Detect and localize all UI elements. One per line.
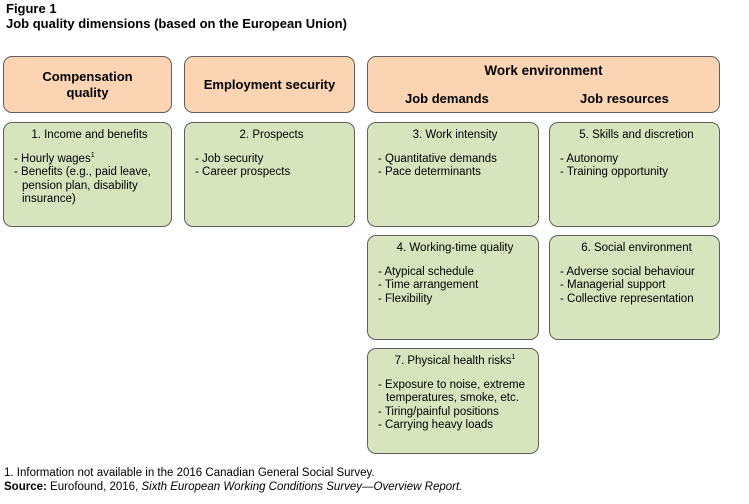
social-environment-box	[549, 235, 720, 340]
list-item: - Collective representation	[560, 292, 694, 305]
list-item: - Autonomy	[560, 152, 619, 165]
physical-health-risks-box	[367, 348, 539, 454]
list-item: - Flexibility	[378, 292, 433, 305]
list-item: - Exposure to noise, extreme temperatures, smoke, etc.	[378, 378, 526, 404]
work-environment-label: Work environment	[484, 63, 603, 78]
list-item: - Hourly wages$^1$	[14, 151, 95, 165]
list-item: - Job security	[195, 152, 264, 165]
list-item: - Quantitative demands	[378, 152, 497, 165]
skills-discretion-title: 5. Skills and discretion	[579, 129, 694, 141]
source-label: Source:	[4, 481, 47, 493]
job-demands-label: Job demands	[405, 91, 489, 106]
list-item: - Atypical schedule	[378, 265, 474, 278]
list-item: - Career prospects	[195, 166, 291, 178]
list-item: - Pace determinants	[378, 166, 481, 178]
skills-discretion-box	[549, 122, 720, 227]
social-environment-title: 6. Social environment	[581, 242, 692, 254]
job-resources-label: Job resources	[580, 91, 669, 106]
footnote: 1. Information not available in the 2016 Canadian General Social Survey.	[4, 467, 375, 479]
footnote-marker: 1	[90, 151, 95, 159]
employment-security-header	[184, 56, 355, 113]
physical-health-risks-title: 7. Physical health risks$^1$	[394, 354, 516, 367]
compensation-quality-label: Compensation quality	[42, 68, 133, 100]
list-item: - Adverse social behaviour	[560, 265, 695, 278]
working-time-quality-title: 4. Working-time quality	[396, 242, 514, 254]
source-note	[4, 481, 462, 494]
working-time-quality-box	[367, 235, 539, 340]
list-item: - Benefits (e.g., paid leave, pension plan, disability insurance)	[14, 166, 151, 205]
list-item: - Managerial support	[560, 279, 666, 291]
compensation-quality-header	[3, 56, 172, 113]
income-benefits-title: 1. Income and benefits	[31, 129, 148, 141]
work-intensity-box	[367, 122, 539, 227]
list-item: - Carrying heavy loads	[378, 419, 494, 431]
list-item: - Time arrangement	[378, 279, 479, 291]
income-benefits-box	[3, 122, 172, 227]
figure-label: Figure 1	[6, 1, 57, 16]
list-item: - Training opportunity	[560, 166, 669, 178]
prospects-title: 2. Prospects	[239, 129, 304, 141]
prospects-box	[184, 122, 355, 227]
figure-title: Job quality dimensions (based on the European Union)	[6, 16, 347, 31]
source-title: Sixth European Working Conditions Survey—Overview Report.	[141, 481, 463, 493]
list-item: - Tiring/painful positions	[378, 405, 499, 418]
employment-security-label: Employment security	[203, 76, 336, 92]
work-environment-header	[367, 56, 720, 113]
work-intensity-title: 3. Work intensity	[412, 129, 498, 141]
source-text: Eurofound, 2016,	[50, 481, 139, 493]
footnote-marker: 1	[511, 354, 516, 362]
